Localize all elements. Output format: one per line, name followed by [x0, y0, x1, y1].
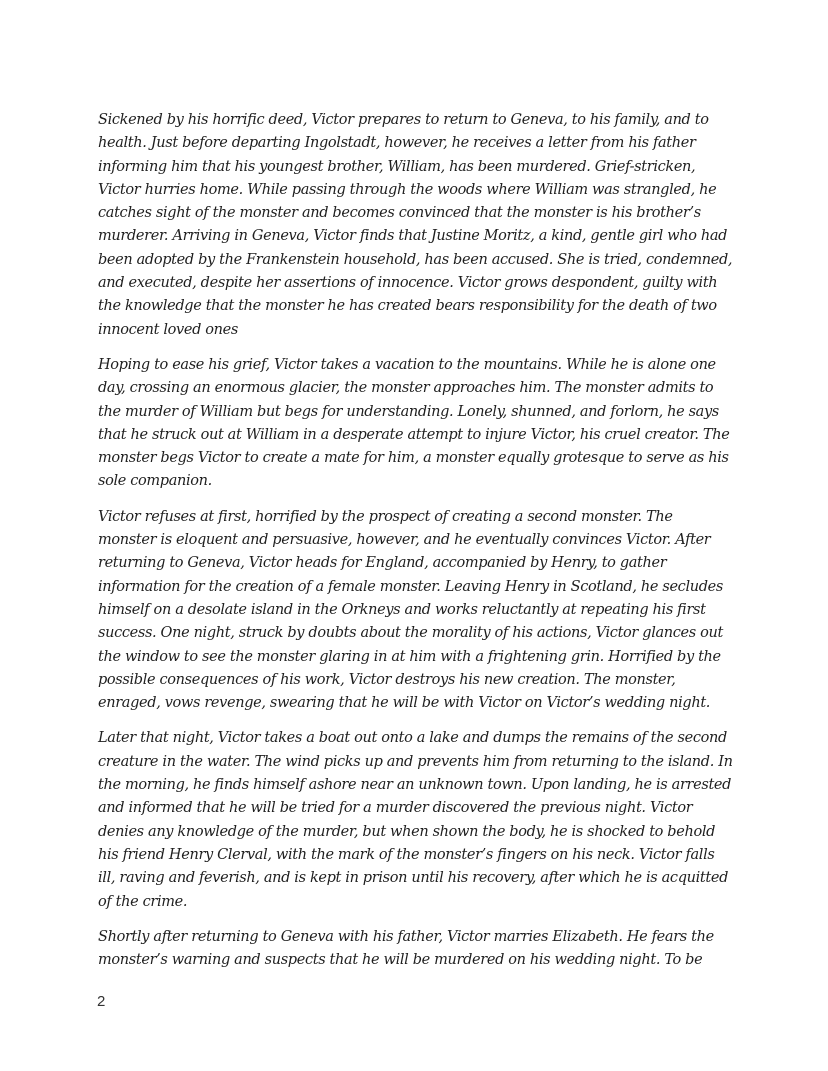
paragraph-4: Later that night, Victor takes a boat out onto a lake and dumps the remains of the second creature in the water. The wind picks up and prevents him from returning to the island. In the morning, he finds himself ashore near an unknown town. Upon landing, he is arrested and informed that he will be tried for a murder discovered the previous night. Victor denies any knowledge of the murder, but when shown the body, he is shocked to behold his friend Henry Clerval, with the mark of the monster’s fingers on his neck. Victor falls ill, raving and feverish, and is kept in prison until his recovery, after which he is acquitted of the crime.	[98, 730, 733, 910]
paragraph-5: Shortly after returning to Geneva with his father, Victor marries Elizabeth. He fears the monster’s warning and suspects that he will be murdered on his wedding night. To be	[98, 928, 714, 969]
page-number: 2	[97, 993, 106, 1010]
paragraph-3: Victor refuses at first, horrified by the prospect of creating a second monster. The monster is eloquent and persuasive, however, and he eventually convinces Victor. After returning to Geneva, Victor heads for England, accompanied by Henry, to gather information for the creation of a female monster. Leaving Henry in Scotland, he secludes himself on a desolate island in the Orkneys and works reluctantly at repeating his first success. One night, struck by doubts about the morality of his actions, Victor glances out the window to see the monster glaring in at him with a frightening grin. Horrified by the possible consequences of his work, Victor destroys his new creation. The monster, enraged, vows revenge, swearing that he will be with Victor on Victor’s wedding night.	[98, 508, 723, 712]
body-text	[98, 109, 734, 984]
paragraph-1: Sickened by his horrific deed, Victor prepares to return to Geneva, to his family, and to health. Just before departing Ingolstadt, however, he receives a letter from his father informing him that his youngest brother, William, has been murdered. Grief-stricken, Victor hurries home. While passing through the woods where William was strangled, he catches sight of the monster and becomes convinced that the monster is his brother’s murderer. Arriving in Geneva, Victor finds that Justine Moritz, a kind, gentle girl who had been adopted by the Frankenstein household, has been accused. She is tried, condemned, and executed, despite her assertions of innocence. Victor grows despondent, guilty with the knowledge that the monster he has created bears responsibility for the death of two innocent loved ones	[98, 112, 733, 338]
paragraph-2: Hoping to ease his grief, Victor takes a vacation to the mountains. While he is alone one day, crossing an enormous glacier, the monster approaches him. The monster admits to the murder of William but begs for understanding. Lonely, shunned, and forlorn, he says that he struck out at William in a desperate attempt to injure Victor, his cruel creator. The monster begs Victor to create a mate for him, a monster equally grotesque to serve as his sole companion.	[98, 356, 730, 490]
